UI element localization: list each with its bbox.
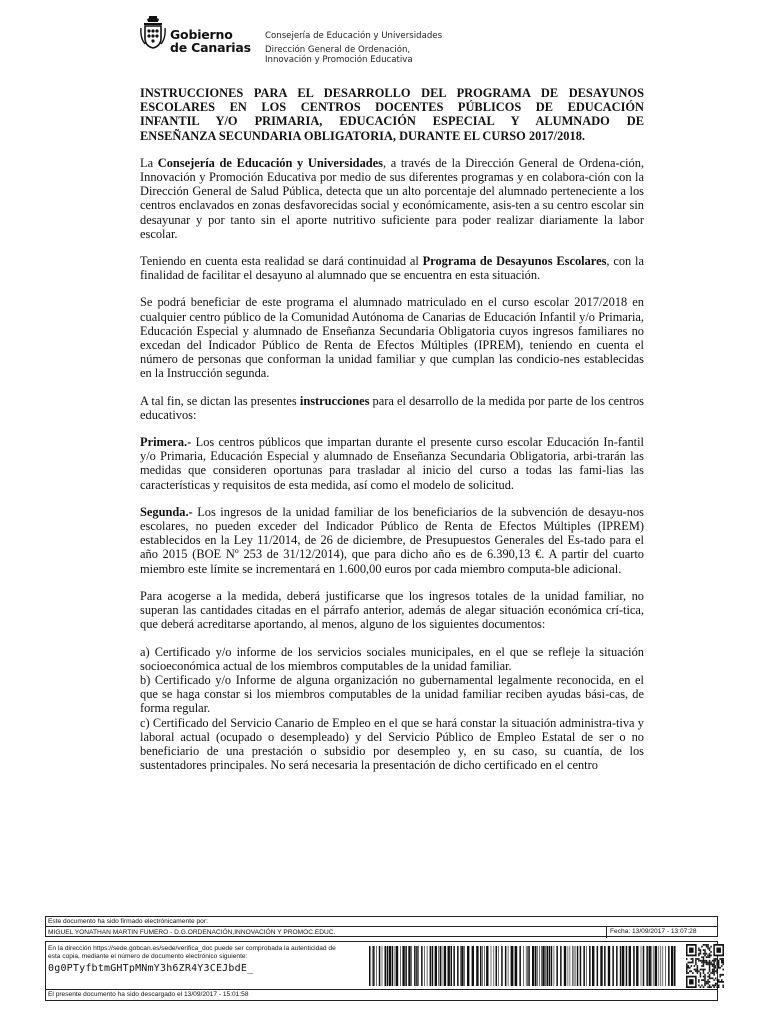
list-item-b: b) Certificado y/o Informe de alguna organización no gubernamental legalmente reconocida, en el que se haga constar si los miembros computables de la unidad familiar reciben ayudas bási-cas, de forma regular. [140,672,644,716]
verification-text: En la dirección https://sede.gobcan.es/sede/verifica_doc puede ser comprobada la autenticidad de esta copia, mediante el número de documento electrónico siguiente: [48,945,336,960]
signature-date: Fecha: 13/09/2017 - 13:07:28 [606,927,700,938]
barcode-icon [369,946,676,986]
list-item-c: c) Certificado del Servicio Canario de Empleo en el que se hará constar la situación administra-tiva y laboral actual (ocupado o desempleado) y del Servicio Público de Empleo Estatal de ser o no beneficiario de una prestación o subsidio por desempleo y, en su caso, su cuantía, de los sustentadores principales. No será necesaria la presentación de dicho certificado en el centro [140,715,644,773]
government-name: Gobierno de Canarias [170,27,251,55]
paragraph-justification: Para acogerse a la medida, deberá justificarse que los ingresos totales de la unidad familiar, no superan las cantidades citadas en el párrafo anterior, además de alegar situación económica crí-tica, que deberá acreditarse aportando, al menos, alguno de los siguientes documentos: [140,588,644,632]
paragraph-beneficiaries: Se podrá beneficiar de este programa el alumnado matriculado en el curso escolar 2017/2018 en cualquier centro público de la Comunidad Autónoma de Canarias de Educación Infantil y/o Primaria, Educación Especial y alumnado de Enseñanza Secundaria Obligatoria cuyos ingresos familiares no excedan del Indicador Público de Renta de Efectos Múltiples (IPREM), teniendo en cuenta el número de personas que conforman la unidad familiar y que cumplan las condicio-nes establecidas en la Instrucción segunda. [140,295,644,381]
paragraph-first-instruction: Primera.- Los centros públicos que impartan durante el presente curso escolar Educación In-fantil y/o Primaria, Educación Especial y alumnado de Enseñanza Secundaria Obligatoria, arbi-trarán las medidas que consideren oportunas para trasladar al inicio del curso a todas las fami-lias las características y requisitos de esta medida, así como el modelo de solicitud. [140,435,644,492]
department-name: Consejería de Educación y Universidades Dirección General de Ordenación, Innovación y Promoción Educativa [265,31,443,65]
signature-footer [45,916,718,1005]
download-note: El presente documento ha sido descargado el 13/09/2017 - 15:01:58 [45,990,718,1001]
paragraph-continuity: Teniendo en cuenta esta realidad se dará continuidad al Programa de Desayunos Escolares, con la finalidad de facilitar el desayuno al alumnado que se encuentra en esta situación. [140,254,644,283]
signed-by-label: Este documento ha sido firmado electrónicamente por: [45,916,718,926]
coat-of-arms-icon [140,14,166,54]
document-header [140,14,640,70]
document-title: INSTRUCCIONES PARA EL DESARROLLO DEL PROGRAMA DE DESAYUNOS ESCOLARES EN LOS CENTROS DOCENTES PÚBLICOS DE EDUCACIÓN INFANTIL Y/O PRIMARIA, EDUCACIÓN ESPECIAL Y ALUMNADO DE ENSEÑANZA SECUNDARIA OBLIGATORIA, DURANTE EL CURSO 2017/2018. [140,86,644,143]
qr-code-icon [686,944,724,988]
document-body [140,86,644,772]
list-item-a: a) Certificado y/o informe de los servicios sociales municipales, en el que se refleje la situación socioeconómica actual de los miembros computables de la unidad familiar. [140,644,644,673]
paragraph-intro: La Consejería de Educación y Universidades, a través de la Dirección General de Ordena-ción, Innovación y Promoción Educativa por medio de sus diferentes programas y en colabora-ción con la Dirección General de Salud Pública, detecta que un alto porcentaje del alumnado perteneciente a los centros enclavados en zonas desfavorecidas social y económicamente, asis-ten a su centro escolar sin desayunar y por tanto sin el aporte nutritivo suficiente para poder realizar diariamente la labor escolar. [140,155,644,241]
paragraph-second-instruction: Segunda.- Los ingresos de la unidad familiar de los beneficiarios de la subvención de desayu-nos escolares, no pueden exceder del Indicador Público de Renta de Efectos Múltiples (IPREM) establecidos en la Ley 11/2014, de 26 de diciembre, de Presupuestos Generales del Es-tado para el año 2015 (BOE Nº 253 de 31/12/2014), que para dicho año es de 6.390,13 €. A partir del cuarto miembro este límite se incrementará en 1.600,00 euros por cada miembro computa-ble adicional. [140,504,644,576]
signer-row [45,926,718,937]
signer-name: MIGUEL YONATHAN MARTIN FUMERO - D.G.ORDENACIÓN,INNOVACIÓN Y PROMOC.EDUC. [48,929,336,936]
paragraph-instructions: A tal fin, se dictan las presentes instrucciones para el desarrollo de la medida por parte de los centros educativos: [140,393,644,422]
document-code: 0g0PTyfbtmGHTpMNmY3h6ZR4Y3CEJbdE_ [48,963,254,974]
verification-row [45,941,718,990]
